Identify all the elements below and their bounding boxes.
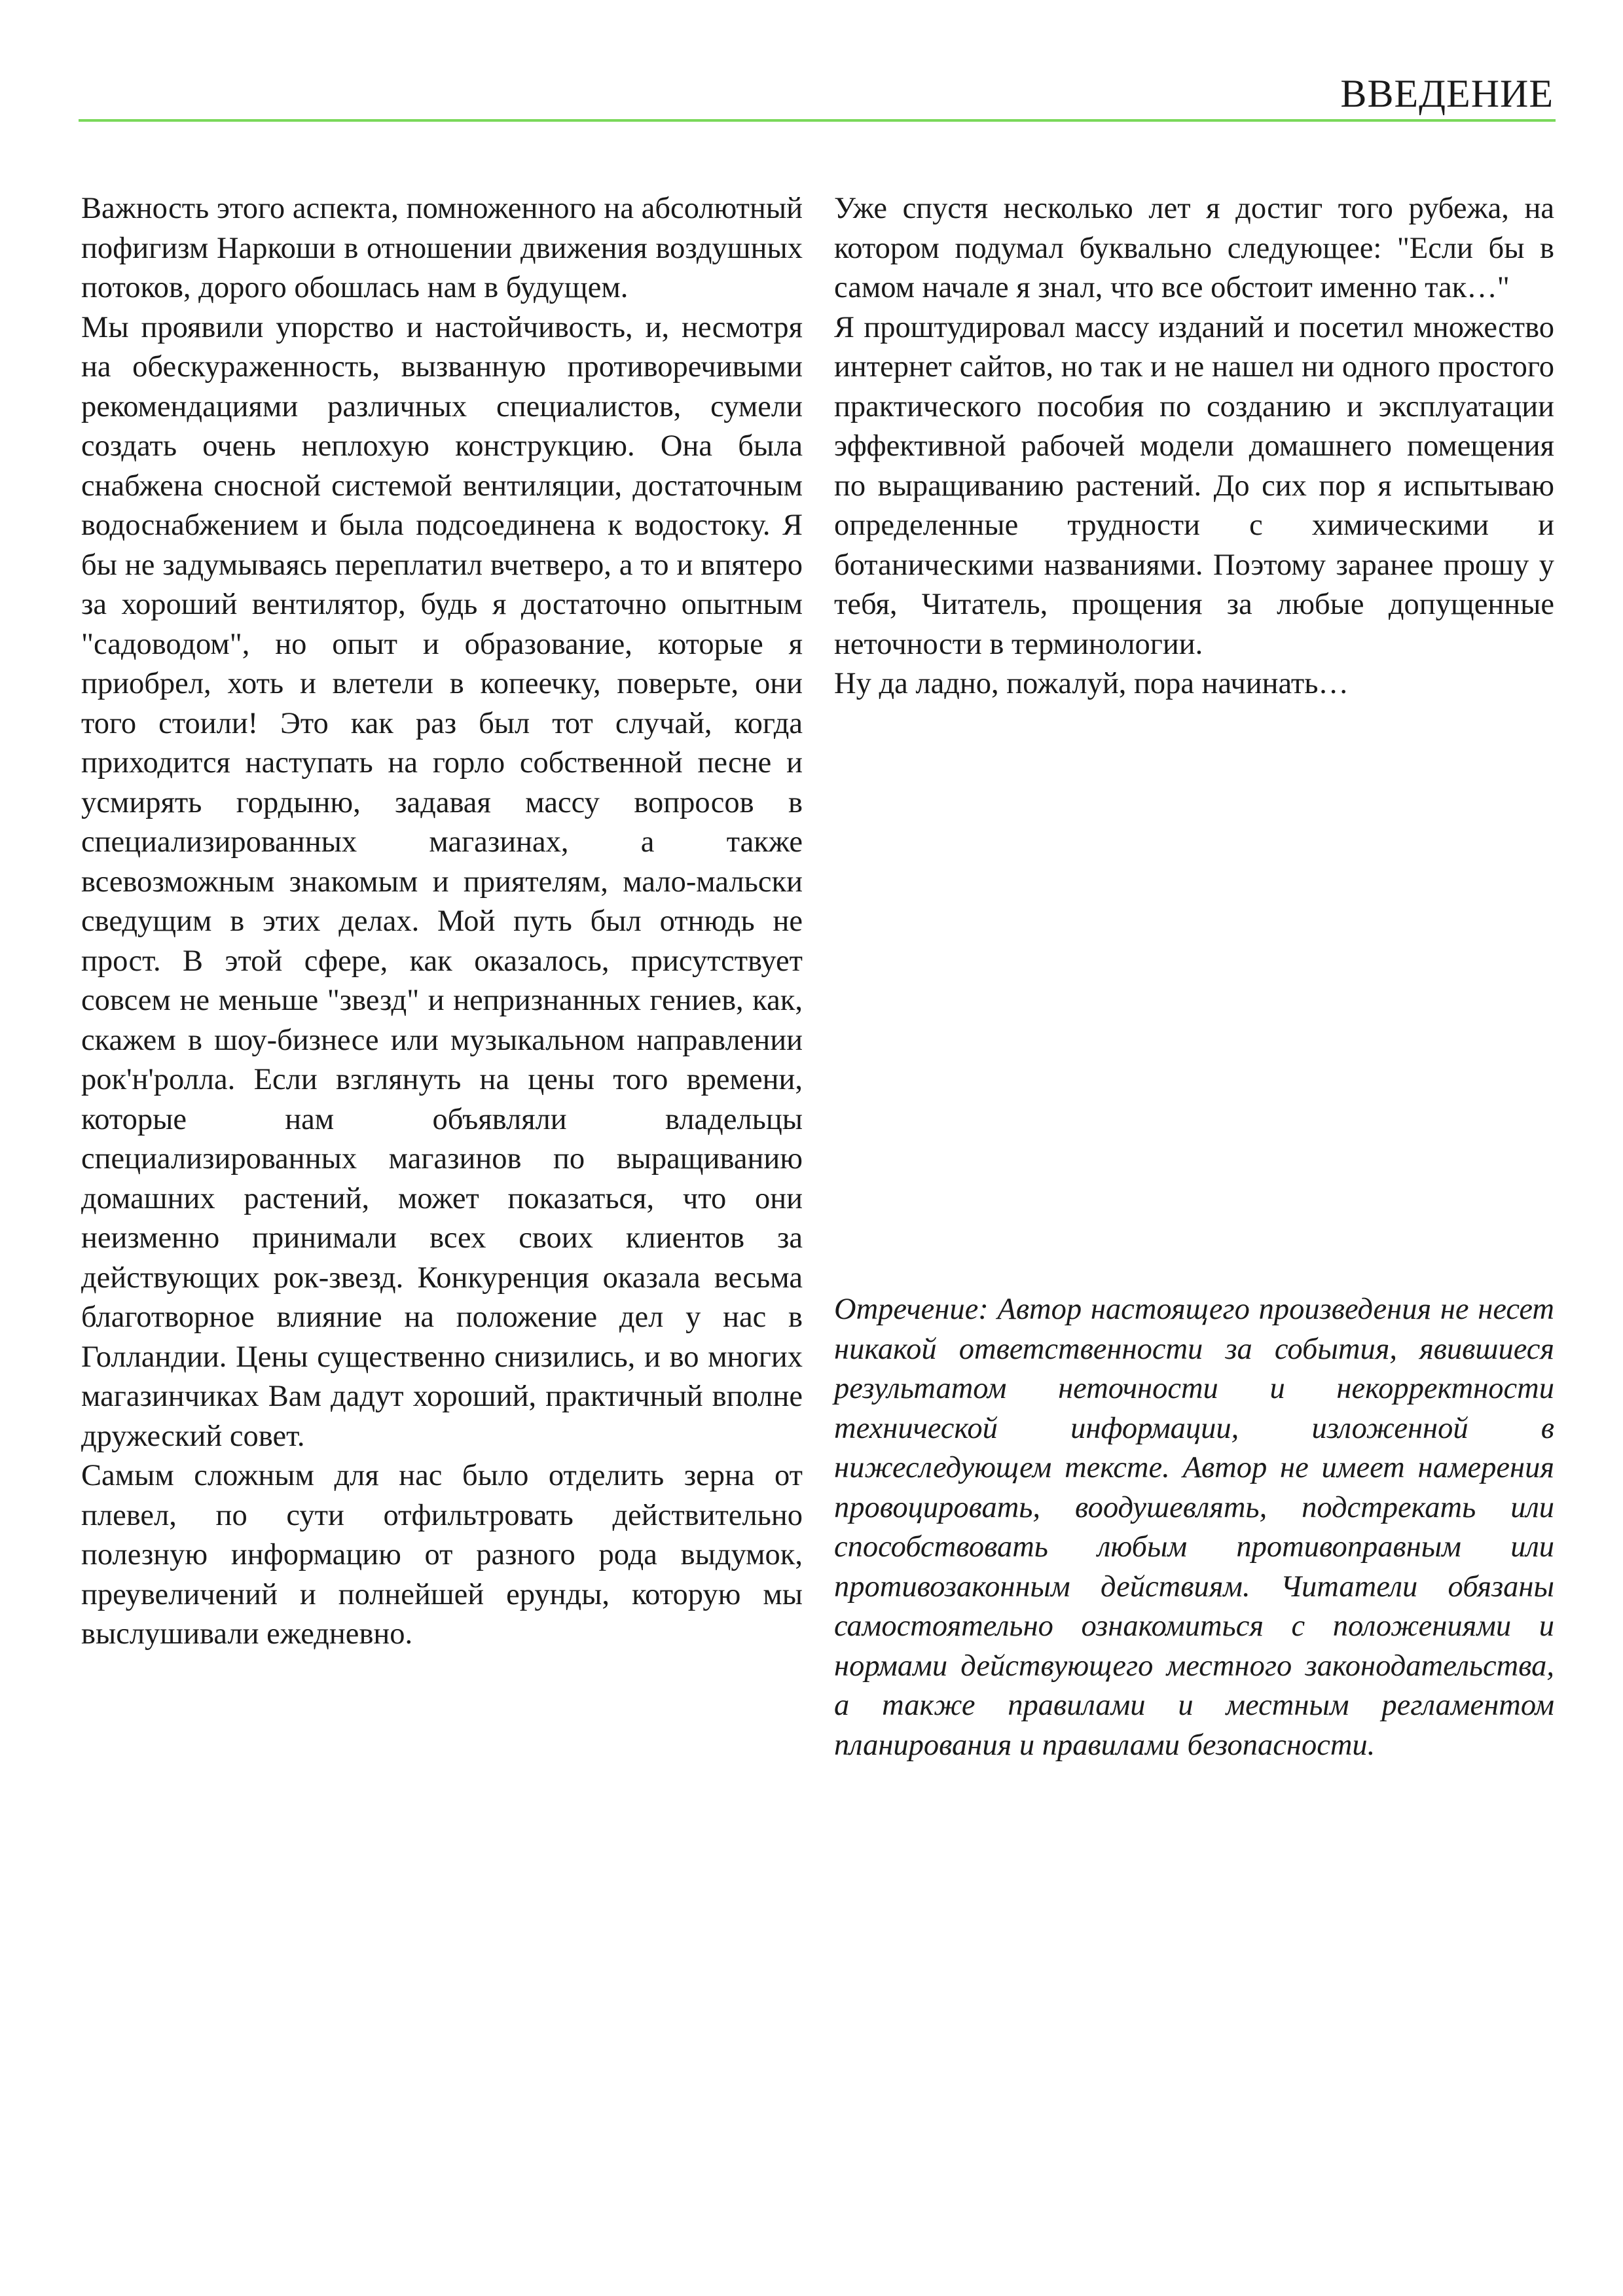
paragraph: Мы проявили упорство и настойчивость, и, несмотря на обескураженность, вызванную противоречивыми рекомендациями различных специалистов, сумели создать очень неплохую конструкцию. Она была снабжена сносной системой вентиляции, достаточным водоснабжением и была подсоединена к водостоку. Я бы не задумываясь переплатил вчетверо, а то и впятеро за хороший вентилятор, будь я достаточно опытным "садоводом", но опыт и образование, которые я приобрел, хоть и влетели в копеечку, поверьте, они того стоили! Это как раз был тот случай, когда приходится наступать на горло собственной песне и усмирять гордыню, задавая массу вопросов в специализированных магазинах, а также всевозможным знакомым и приятелям, мало-мальски сведущим в этих делах. Мой путь был отнюдь не прост. В этой сфере, как оказалось, присутствует совсем не меньше "звезд" и непризнанных гениев, как, скажем в шоу-бизнесе или музыкальном направлении рок'н'ролла. Если взглянуть на цены того времени, которые нам объявляли владельцы специализированных магазинов по выращиванию домашних растений, может показаться, что они неизменно принимали всех своих клиентов за действующих рок-звезд. Конкуренция оказала весьма благотворное влияние на положение дел у нас в Голландии. Цены существенно снизились, и во многих магазинчиках Вам дадут хороший, практичный вполне дружеский совет. bbox=[81, 310, 803, 1453]
page-title: ВВЕДЕНИЕ bbox=[1340, 72, 1554, 115]
paragraph: Я проштудировал массу изданий и посетил множество интернет сайтов, но так и не нашел ни одного простого практического пособия по созданию и эксплуатации эффективной рабочей модели домашнего помещения по выращиванию растений. До сих пор я испытываю определенные трудности с химическими и ботаническими названиями. Поэтому заранее прошу у тебя, Читатель, прощения за любые допущенные неточности в терминологии. bbox=[834, 310, 1554, 661]
paragraph: Ну да ладно, пожалуй, пора начинать… bbox=[834, 667, 1349, 700]
left-column bbox=[81, 189, 803, 1655]
paragraph: Самым сложным для нас было отделить зерна от плевел, по сути отфильтровать действительно полезную информацию от разного рода выдумок, преувеличений и полнейшей ерунды, которую мы выслушивали ежедневно. bbox=[81, 1459, 803, 1651]
right-column bbox=[834, 189, 1554, 704]
header-divider bbox=[79, 119, 1556, 122]
paragraph: Важность этого аспекта, помноженного на абсолютный пофигизм Наркоши в отношении движения воздушных потоков, дорого обошлась нам в будущем. bbox=[81, 192, 803, 304]
disclaimer-text: Отречение: Автор настоящего произведения не несет никакой ответственности за события, явившиеся результатом неточности и некорректности технической информации, изложенной в нижеследующем тексте. Автор не имеет намерения провоцировать, воодушевлять, подстрекать или способствовать любым противоправным или противозаконным действиям. Читатели обязаны самостоятельно ознакомиться с положениями и нормами действующего местного законодательства, а также правилами и местным регламентом планирования и правилами безопасности. bbox=[834, 1293, 1554, 1762]
paragraph: Уже спустя несколько лет я достиг того рубежа, на котором подумал буквально следующее: "Если бы в самом начале я знал, что все обстоит именно так…" bbox=[834, 192, 1554, 304]
